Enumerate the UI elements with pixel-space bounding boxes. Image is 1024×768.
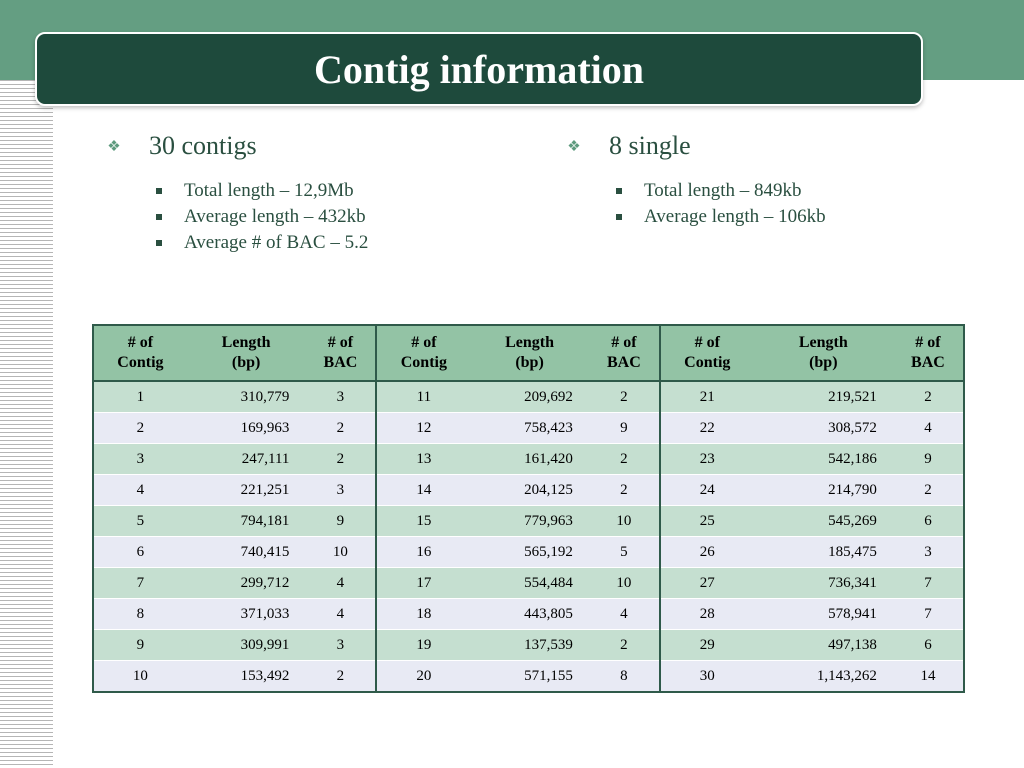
contigs-bullet-block	[103, 128, 523, 256]
table-cell: 3	[93, 444, 187, 475]
table-cell: 28	[660, 599, 754, 630]
column-header-line: # of	[411, 334, 437, 351]
table-cell: 2	[589, 381, 660, 413]
table-cell: 20	[376, 661, 470, 693]
table-cell: 308,572	[754, 413, 893, 444]
list-item	[156, 178, 523, 204]
table-cell: 10	[305, 537, 376, 568]
table-cell: 16	[376, 537, 470, 568]
table-cell: 9	[893, 444, 964, 475]
table-cell: 27	[660, 568, 754, 599]
square-bullet-icon	[616, 188, 622, 194]
table-row	[93, 475, 964, 506]
table-cell: 14	[893, 661, 964, 693]
table-cell: 209,692	[470, 381, 589, 413]
column-header-line: # of	[327, 334, 354, 351]
column-header-line: Length	[221, 334, 271, 351]
table-cell: 6	[93, 537, 187, 568]
column-header	[187, 325, 306, 381]
slide-title: Contig information	[314, 46, 644, 92]
list-item	[616, 204, 983, 230]
list-item-text: Average length – 106kb	[644, 206, 826, 227]
table-cell: 497,138	[754, 630, 893, 661]
table-cell: 2	[305, 413, 376, 444]
table-cell: 2	[305, 444, 376, 475]
table-cell: 29	[660, 630, 754, 661]
table-cell: 21	[660, 381, 754, 413]
table-cell: 13	[376, 444, 470, 475]
table-cell: 221,251	[187, 475, 306, 506]
table-cell: 443,805	[470, 599, 589, 630]
table-cell: 736,341	[754, 568, 893, 599]
column-header	[754, 325, 893, 381]
table-cell: 5	[93, 506, 187, 537]
table-cell: 6	[893, 506, 964, 537]
table-cell: 4	[305, 568, 376, 599]
table-cell: 4	[305, 599, 376, 630]
column-header-line: (bp)	[809, 354, 838, 371]
column-header	[893, 325, 964, 381]
table-cell: 4	[93, 475, 187, 506]
table-cell: 214,790	[754, 475, 893, 506]
table-cell: 14	[376, 475, 470, 506]
contigs-sub-list	[103, 178, 523, 256]
table-cell: 554,484	[470, 568, 589, 599]
contig-table	[92, 324, 965, 693]
table-cell: 12	[376, 413, 470, 444]
title-bar	[35, 32, 923, 106]
table-row	[93, 661, 964, 693]
table-cell: 740,415	[187, 537, 306, 568]
table-cell: 204,125	[470, 475, 589, 506]
single-sub-list	[563, 178, 983, 230]
table-cell: 247,111	[187, 444, 306, 475]
table-cell: 9	[93, 630, 187, 661]
table-cell: 794,181	[187, 506, 306, 537]
table-cell: 2	[589, 630, 660, 661]
table-cell: 24	[660, 475, 754, 506]
table-body	[93, 381, 964, 692]
square-bullet-icon	[156, 240, 162, 246]
table-row	[93, 413, 964, 444]
table-cell: 2	[305, 661, 376, 693]
table-cell: 9	[589, 413, 660, 444]
table-cell: 3	[893, 537, 964, 568]
diamond-cluster-icon: ❖	[567, 138, 581, 155]
table-cell: 3	[305, 630, 376, 661]
table-cell: 11	[376, 381, 470, 413]
table-cell: 10	[589, 506, 660, 537]
column-header-line: Contig	[400, 354, 447, 371]
table-cell: 10	[93, 661, 187, 693]
square-bullet-icon	[156, 214, 162, 220]
column-header-line: Contig	[684, 354, 731, 371]
table-cell: 8	[93, 599, 187, 630]
table-cell: 2	[93, 413, 187, 444]
table-cell: 185,475	[754, 537, 893, 568]
table-cell: 371,033	[187, 599, 306, 630]
column-header	[305, 325, 376, 381]
table-cell: 161,420	[470, 444, 589, 475]
table-cell: 779,963	[470, 506, 589, 537]
table-cell: 1,143,262	[754, 661, 893, 693]
table-cell: 758,423	[470, 413, 589, 444]
column-header-line: Contig	[117, 354, 164, 371]
table-cell: 5	[589, 537, 660, 568]
table-row	[93, 599, 964, 630]
single-bullet-block	[563, 128, 983, 230]
list-item-text: Total length – 12,9Mb	[184, 180, 354, 201]
table-cell: 219,521	[754, 381, 893, 413]
column-header-line: Length	[798, 334, 848, 351]
single-heading-row	[563, 128, 983, 164]
table-cell: 10	[589, 568, 660, 599]
list-item-text: Average length – 432kb	[184, 206, 366, 227]
table-cell: 7	[93, 568, 187, 599]
column-header-line: (bp)	[515, 354, 544, 371]
table-cell: 2	[589, 475, 660, 506]
square-bullet-icon	[616, 214, 622, 220]
table-cell: 565,192	[470, 537, 589, 568]
table-cell: 22	[660, 413, 754, 444]
table-cell: 309,991	[187, 630, 306, 661]
table-cell: 9	[305, 506, 376, 537]
table-row	[93, 381, 964, 413]
table-cell: 8	[589, 661, 660, 693]
column-header-line: # of	[611, 334, 637, 351]
table-cell: 169,963	[187, 413, 306, 444]
table-cell: 7	[893, 599, 964, 630]
table-header-row	[93, 325, 964, 381]
table-cell: 7	[893, 568, 964, 599]
column-header-line: BAC	[606, 354, 641, 371]
list-item	[156, 230, 523, 256]
table-row	[93, 568, 964, 599]
table-cell: 19	[376, 630, 470, 661]
column-header-line: # of	[127, 334, 154, 351]
square-bullet-icon	[156, 188, 162, 194]
column-header	[589, 325, 660, 381]
diamond-cluster-icon: ❖	[107, 138, 121, 155]
table-cell: 299,712	[187, 568, 306, 599]
column-header-line: BAC	[911, 354, 945, 371]
table-cell: 153,492	[187, 661, 306, 693]
table-cell: 310,779	[187, 381, 306, 413]
contigs-heading: 30 contigs	[149, 131, 257, 160]
list-item	[156, 204, 523, 230]
table-row	[93, 537, 964, 568]
column-header	[376, 325, 470, 381]
column-header	[660, 325, 754, 381]
single-heading: 8 single	[609, 131, 691, 160]
list-item-text: Average # of BAC – 5.2	[184, 232, 369, 253]
column-header-line: BAC	[323, 354, 358, 371]
table-cell: 542,186	[754, 444, 893, 475]
table-cell: 26	[660, 537, 754, 568]
table-cell: 15	[376, 506, 470, 537]
table-cell: 17	[376, 568, 470, 599]
table-cell: 545,269	[754, 506, 893, 537]
column-header	[470, 325, 589, 381]
table-cell: 2	[893, 475, 964, 506]
list-item-text: Total length – 849kb	[644, 180, 802, 201]
table-cell: 571,155	[470, 661, 589, 693]
table-cell: 30	[660, 661, 754, 693]
table-cell: 18	[376, 599, 470, 630]
column-header-line: # of	[915, 334, 941, 351]
table-cell: 25	[660, 506, 754, 537]
table-cell: 1	[93, 381, 187, 413]
table-row	[93, 630, 964, 661]
left-stripe-decoration	[0, 80, 53, 768]
contigs-heading-row	[103, 128, 523, 164]
column-header	[93, 325, 187, 381]
table-cell: 578,941	[754, 599, 893, 630]
table-cell: 4	[893, 413, 964, 444]
table-cell: 23	[660, 444, 754, 475]
table-cell: 2	[589, 444, 660, 475]
table-cell: 3	[305, 381, 376, 413]
table-cell: 2	[893, 381, 964, 413]
table-row	[93, 506, 964, 537]
table-cell: 6	[893, 630, 964, 661]
table-cell: 4	[589, 599, 660, 630]
table-row	[93, 444, 964, 475]
table-cell: 3	[305, 475, 376, 506]
column-header-line: Length	[505, 334, 555, 351]
column-header-line: (bp)	[231, 354, 261, 371]
column-header-line: # of	[694, 334, 720, 351]
list-item	[616, 178, 983, 204]
table-cell: 137,539	[470, 630, 589, 661]
